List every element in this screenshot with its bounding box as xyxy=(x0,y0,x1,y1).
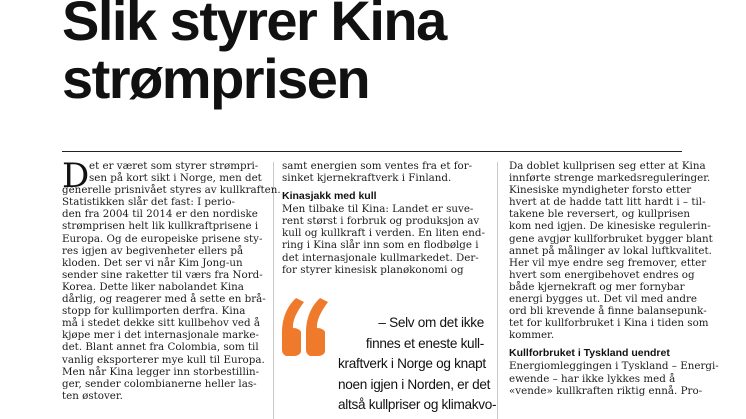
section-subhead: Kullforbruket i Tyskland uendret xyxy=(509,347,670,360)
headline-line-2: strømprisen xyxy=(62,47,370,110)
text-line: sinket kjernekraftverk i Finland. xyxy=(282,172,452,185)
text-line: Men tilbake til Kina: Landet er suve- xyxy=(282,203,474,216)
text-line: res igjen av begivenheter ellers på xyxy=(62,244,244,257)
text-line: «vende» kullkraften riktig ennå. Pro- xyxy=(509,384,703,397)
text-line: ger, sender colombianerne heller las- xyxy=(62,377,257,390)
text-line: takene ble reversert, og kullprisen xyxy=(509,208,691,221)
text-line: hvert som energibehovet endres og xyxy=(509,268,695,281)
text-line: sender sine raketter til værs fra Nord- xyxy=(62,268,263,281)
text-line: det internasjonale kullmarkedet. Der- xyxy=(282,251,479,264)
text-line: Korea. Dette liker nabolandet Kina xyxy=(62,280,244,293)
quote-mark-icon xyxy=(282,296,328,358)
text-line: dårlig, og reagerer med å sette en brå- xyxy=(62,293,266,306)
text-line: ewende – har ikke lykkes med å xyxy=(509,372,676,385)
text-line: vanlig eksporterer mye kull til Europa. xyxy=(62,353,265,366)
headline xyxy=(62,0,446,108)
text-line: Kinesiske myndigheter forsto etter xyxy=(509,184,692,197)
text-line: energi bygges ut. Det vil med andre xyxy=(509,293,697,306)
text-line: ten østover. xyxy=(62,389,123,402)
article-column-3 xyxy=(509,160,719,397)
pull-quote-line: noen igjen i Norden, er det xyxy=(338,376,491,392)
text-line: gene avgjør kullforbruket bygger blant xyxy=(509,232,713,245)
text-line: Her vil mye endre seg fremover, etter xyxy=(509,256,707,269)
text-line: samt energien som ventes fra et for- xyxy=(282,160,473,172)
text-line: innførte strenge markedsreguleringer. xyxy=(509,172,711,185)
text-line: den fra 2004 til 2014 er den nordiske xyxy=(62,208,258,221)
column-divider xyxy=(497,162,498,419)
text-line: tet for kullforbruket i Kina i tiden som xyxy=(509,317,709,330)
text-line: kjøpe mer i det internasjonale marke- xyxy=(62,329,259,342)
text-line: Da doblet kullprisen seg etter at Kina xyxy=(509,160,706,172)
headline-line-1: Slik styrer Kina xyxy=(62,0,446,52)
text-line: annet på målinger av lokal luftkvalitet. xyxy=(509,244,712,257)
pull-quote xyxy=(338,313,497,416)
article-column-2 xyxy=(282,160,488,276)
text-line: må i stedet dekke sitt kullbehov ved å xyxy=(62,317,260,330)
text-line: kloden. Det ser vi når Kim Jong-un xyxy=(62,256,243,269)
text-line: ord bli krevende å finne balansepunk- xyxy=(509,305,707,318)
drop-cap: D xyxy=(62,156,90,196)
pull-quote-line: kraftverk i Norge og knapt xyxy=(338,356,486,371)
pull-quote-line: – Selv om det ikke xyxy=(378,315,484,330)
text-line: rent størst i forbruk og produksjon av xyxy=(282,215,480,228)
text-line: Statistikken slår det fast: I perio- xyxy=(62,196,235,209)
text-line: kull og kullkraft i verden. En liten end- xyxy=(282,227,485,240)
text-line: Europa. Og de europeiske prisene sty- xyxy=(62,232,263,245)
text-line: Men når Kina legger inn storbestillin- xyxy=(62,365,260,378)
text-line: kommer. xyxy=(509,329,555,342)
text-line: kom ned igjen. De kinesiske regulerin- xyxy=(509,220,711,233)
text-line: både kjernekraft og mer fornybar xyxy=(509,280,685,293)
section-subhead: Kinasjakk med kull xyxy=(282,190,377,203)
text-line: sen på kort sikt i Norge, men det xyxy=(89,172,262,185)
text-line: ring i Kina slår inn som en flodbølge i xyxy=(282,239,479,252)
text-line: strømprisen helt lik kullkraftprisene i xyxy=(62,220,259,233)
text-line: et er været som styrer strømpri- xyxy=(89,160,259,172)
text-line: hvert at de hadde tatt litt hardt i – til- xyxy=(509,196,706,209)
pull-quote-line: altså kullpriser og klimakvo- xyxy=(338,397,497,412)
text-line: det. Blant annet fra Colombia, som til xyxy=(62,341,259,354)
text-line: Energiomleggingen i Tyskland – Energi- xyxy=(509,360,719,373)
headline-rule xyxy=(62,151,682,152)
pull-quote-line: finnes et eneste kull- xyxy=(365,335,484,351)
text-line: generelle prisnivået styres av kullkraften. xyxy=(62,184,281,197)
text-line: for styrer kinesisk planøkonomi og xyxy=(282,263,464,276)
article-column-1 xyxy=(62,156,281,402)
text-line: stopp for kullimporten derfra. Kina xyxy=(62,305,246,318)
column-divider xyxy=(273,162,274,419)
